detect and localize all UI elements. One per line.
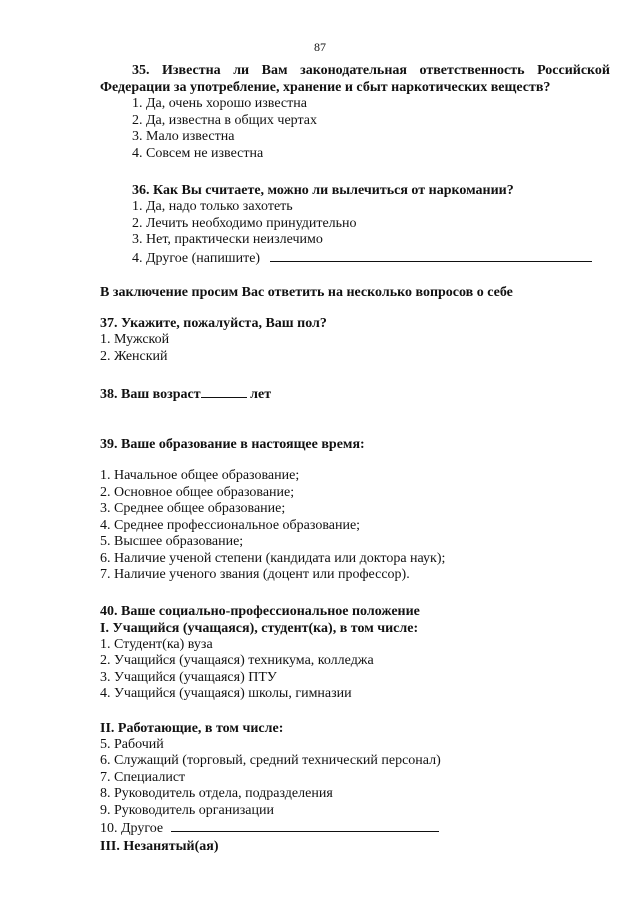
q36-option-4[interactable]	[132, 249, 610, 268]
question-37-title: 37. Укажите, пожалуйста, Ваш пол?	[100, 316, 327, 331]
question-36	[100, 182, 610, 267]
q40-section-2-title: II. Работающие, в том числе:	[100, 720, 284, 736]
q39-option-7[interactable]: 7. Наличие ученого звания (доцент или профессор).	[100, 567, 410, 582]
question-37	[100, 315, 610, 365]
question-38	[100, 385, 610, 403]
q40-option-4[interactable]: 4. Учащийся (учащаяся) школы, гимназии	[100, 686, 352, 701]
q40-section-3-title[interactable]: III. Незанятый(ая)	[100, 838, 219, 854]
q40-option-5[interactable]: 5. Рабочий	[100, 736, 164, 752]
q35-option-3[interactable]: 3. Мало известна	[132, 129, 235, 144]
q40-option-6[interactable]: 6. Служащий (торговый, средний технический персонал)	[100, 753, 441, 768]
q40-section-1-title: I. Учащийся (учащаяся), студент(ка), в том числе:	[100, 620, 419, 636]
q38-suffix: лет	[250, 387, 272, 402]
q36-option-1[interactable]: 1. Да, надо только захотеть	[132, 199, 293, 214]
q35-option-1[interactable]: 1. Да, очень хорошо известна	[132, 96, 307, 111]
q36-option-4-label: 4. Другое (напишите)	[132, 250, 261, 266]
q38-age-input[interactable]	[201, 385, 247, 398]
q40-option-1[interactable]: 1. Студент(ка) вуза	[100, 636, 213, 652]
section-intro: В заключение просим Вас ответить на несколько вопросов о себе	[100, 285, 513, 300]
q39-option-3[interactable]: 3. Среднее общее образование;	[100, 501, 286, 516]
questionnaire-page	[100, 62, 610, 855]
question-35-title: 35. Известна ли Вам законодательная ответственность Российской Федерации за употребление, хранение и сбыт наркотических веществ?	[100, 63, 610, 95]
q39-option-1[interactable]: 1. Начальное общее образование;	[100, 468, 300, 483]
q36-option-3[interactable]: 3. Нет, практически неизлечимо	[132, 232, 323, 247]
q37-option-1[interactable]: 1. Мужской	[100, 332, 170, 347]
q39-option-2[interactable]: 2. Основное общее образование;	[100, 484, 295, 500]
page-number: 87	[314, 40, 326, 54]
q40-option-8[interactable]: 8. Руководитель отдела, подразделения	[100, 786, 333, 801]
question-36-title: 36. Как Вы считаете, можно ли вылечиться от наркомании?	[132, 183, 514, 198]
question-40	[100, 603, 610, 855]
q40-option-9[interactable]: 9. Руководитель организации	[100, 802, 274, 818]
q39-option-4[interactable]: 4. Среднее профессиональное образование;	[100, 517, 361, 533]
q40-option-3[interactable]: 3. Учащийся (учащаяся) ПТУ	[100, 669, 277, 685]
q37-option-2[interactable]: 2. Женский	[100, 348, 168, 364]
q36-option-2[interactable]: 2. Лечить необходимо принудительно	[132, 215, 357, 231]
q40-option-10[interactable]	[100, 819, 610, 838]
q36-other-input[interactable]	[270, 249, 592, 262]
q39-option-6[interactable]: 6. Наличие ученой степени (кандидата или доктора наук);	[100, 550, 446, 566]
q38-prefix: 38. Ваш возраст	[100, 387, 201, 402]
question-35	[100, 62, 610, 162]
question-40-title: 40. Ваше социально-профессиональное положение	[100, 603, 420, 619]
question-39	[100, 436, 610, 584]
q35-option-4[interactable]: 4. Совсем не известна	[132, 145, 264, 161]
q40-option-10-label: 10. Другое	[100, 821, 164, 836]
q40-option-2[interactable]: 2. Учащийся (учащаяся) техникума, колледжа	[100, 653, 374, 668]
question-39-title: 39. Ваше образование в настоящее время:	[100, 437, 365, 452]
q40-option-7[interactable]: 7. Специалист	[100, 769, 186, 785]
q35-option-2[interactable]: 2. Да, известна в общих чертах	[132, 112, 317, 128]
q40-other-input[interactable]	[171, 819, 439, 832]
q39-option-5[interactable]: 5. Высшее образование;	[100, 534, 244, 549]
